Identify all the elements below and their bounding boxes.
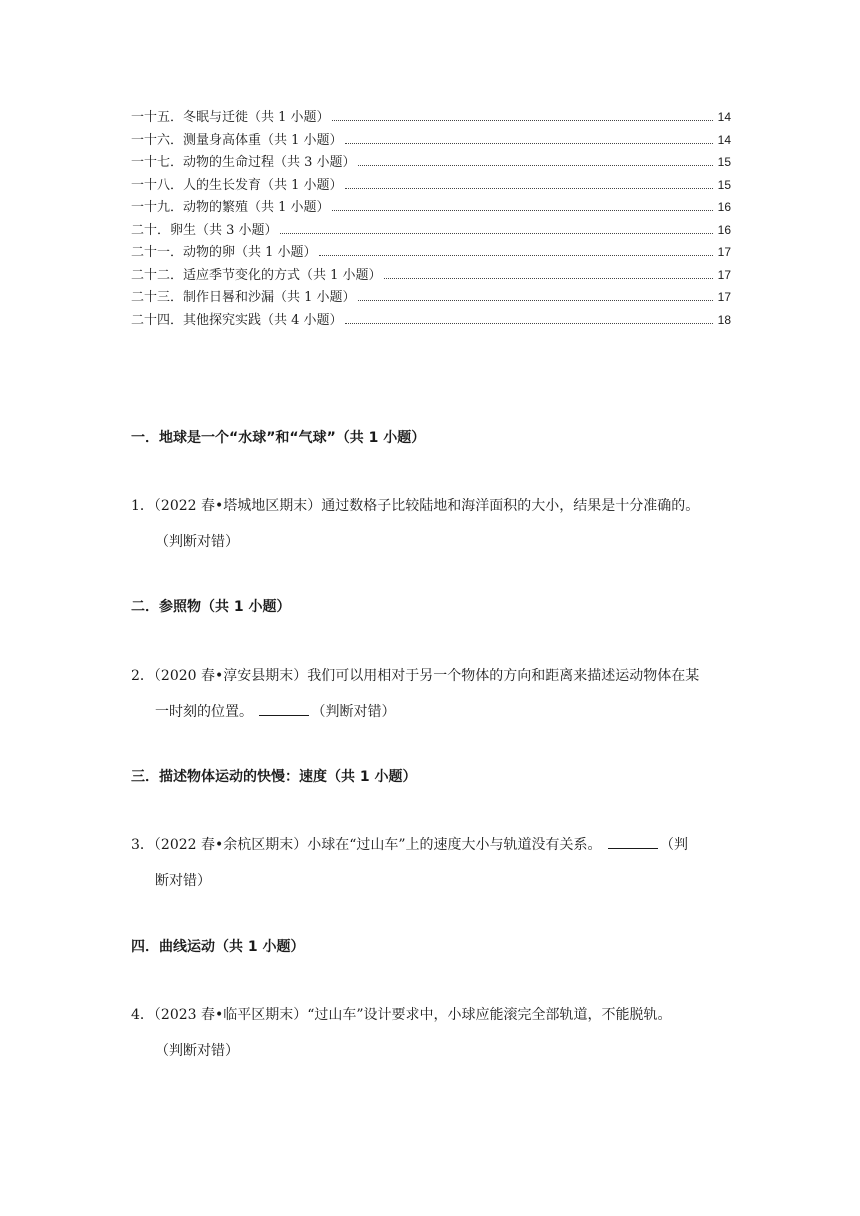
toc-leader-dots xyxy=(345,323,713,324)
question-text: 1．（2022 春•塔城地区期末）通过数格子比较陆地和海洋面积的大小，结果是十分准确的。 xyxy=(131,498,700,514)
answer-blank[interactable] xyxy=(608,834,658,849)
toc-leader-dots xyxy=(345,188,713,189)
question-4 xyxy=(131,997,737,1069)
toc-entry-page: 15 xyxy=(717,155,731,169)
toc-entry-label: 一十七．动物的生命过程（共 3 小题） xyxy=(131,155,356,170)
toc-entry-label: 二十三．制作日晷和沙漏（共 1 小题） xyxy=(131,290,356,305)
toc-leader-dots xyxy=(332,210,713,211)
section-heading: 三．描述物体运动的快慢：速度（共 1 小题） xyxy=(131,769,417,785)
toc-entry[interactable] xyxy=(131,196,731,219)
question-continuation xyxy=(131,694,737,730)
question-1 xyxy=(131,488,737,560)
toc-entry-page: 16 xyxy=(717,200,731,214)
toc-entry-label: 二十一．动物的卵（共 1 小题） xyxy=(131,245,317,260)
toc-leader-dots xyxy=(358,165,713,166)
toc-leader-dots xyxy=(384,278,713,279)
toc-entry-page: 14 xyxy=(717,110,731,124)
toc-entry-label: 一十六．测量身高体重（共 1 小题） xyxy=(131,132,343,148)
question-prompt: 断对错） xyxy=(155,873,211,889)
question-3 xyxy=(131,827,737,899)
toc-entry-label: 二十四．其他探究实践（共 4 小题） xyxy=(131,312,343,328)
toc-leader-dots xyxy=(345,143,713,144)
question-text: 3．（2022 春•余杭区期末）小球在“过山车”上的速度大小与轨道没有关系。 xyxy=(131,837,602,853)
toc-entry[interactable] xyxy=(131,151,731,174)
toc-entry-page: 17 xyxy=(717,290,731,304)
toc-entry-page: 17 xyxy=(717,267,731,282)
toc-entry[interactable] xyxy=(131,174,731,197)
toc-entry-page: 14 xyxy=(717,132,731,147)
question-prompt: （判断对错） xyxy=(155,534,239,550)
toc-entry-page: 15 xyxy=(717,177,731,192)
toc-entry-label: 一十九．动物的繁殖（共 1 小题） xyxy=(131,200,330,215)
toc-entry[interactable] xyxy=(131,219,731,242)
toc-entry[interactable] xyxy=(131,264,731,287)
toc-leader-dots xyxy=(319,255,713,256)
question-text: 2．（2020 春•淳安县期末）我们可以用相对于另一个物体的方向和距离来描述运动物体在某 xyxy=(131,668,700,684)
toc-entry-label: 二十．卵生（共 3 小题） xyxy=(131,222,278,238)
answer-blank[interactable] xyxy=(259,701,309,716)
toc-entry[interactable] xyxy=(131,286,731,309)
question-first-line xyxy=(131,827,737,863)
toc-entry-page: 16 xyxy=(717,222,731,237)
question-prompt: （判 xyxy=(660,837,689,853)
toc-entry[interactable] xyxy=(131,129,731,152)
question-prompt: （判断对错） xyxy=(155,1043,239,1059)
toc-entry-label: 一十八．人的生长发育（共 1 小题） xyxy=(131,177,343,193)
question-prompt: （判断对错） xyxy=(311,704,396,720)
question-text: 4．（2023 春•临平区期末）“过山车”设计要求中，小球应能滚完全部轨道，不能脱轨。 xyxy=(131,1007,672,1023)
toc-leader-dots xyxy=(332,120,713,121)
toc-entry[interactable] xyxy=(131,241,731,264)
toc-leader-dots xyxy=(358,300,713,301)
toc-entry[interactable] xyxy=(131,106,731,129)
toc-leader-dots xyxy=(280,233,713,234)
question-2 xyxy=(131,658,737,730)
toc-entry-page: 17 xyxy=(717,245,731,259)
table-of-contents xyxy=(131,106,731,331)
toc-entry-label: 一十五．冬眠与迁徙（共 1 小题） xyxy=(131,110,330,125)
section-heading: 二．参照物（共 1 小题） xyxy=(131,599,291,615)
toc-entry-label: 二十二．适应季节变化的方式（共 1 小题） xyxy=(131,267,382,283)
section-heading: 四．曲线运动（共 1 小题） xyxy=(131,939,305,955)
question-text: 一时刻的位置。 xyxy=(155,704,253,720)
section-heading: 一．地球是一个“水球”和“气球”（共 1 小题） xyxy=(131,430,426,446)
toc-entry[interactable] xyxy=(131,309,731,332)
toc-entry-page: 18 xyxy=(717,312,731,327)
